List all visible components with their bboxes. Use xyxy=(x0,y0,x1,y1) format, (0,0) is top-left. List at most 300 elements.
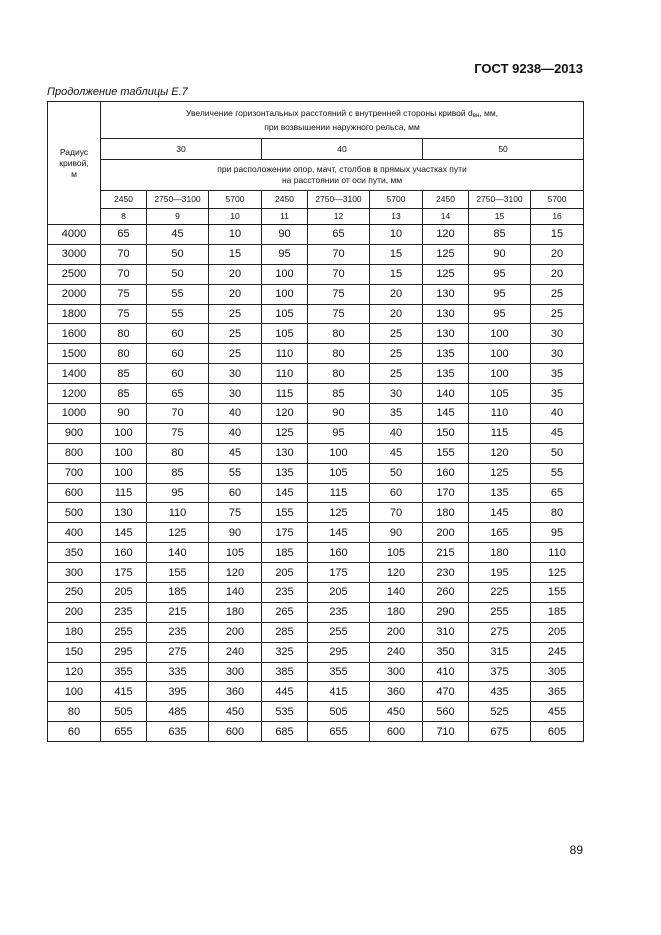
elevation-header: 30 xyxy=(101,139,262,160)
value-cell: 25 xyxy=(531,284,584,304)
radius-cell: 3000 xyxy=(48,244,101,264)
column-number: 10 xyxy=(209,209,262,225)
value-cell: 355 xyxy=(308,662,370,682)
value-cell: 70 xyxy=(308,264,370,284)
value-cell: 80 xyxy=(308,344,370,364)
value-cell: 155 xyxy=(147,563,209,583)
value-cell: 275 xyxy=(469,622,531,642)
value-cell: 360 xyxy=(209,682,262,702)
radius-cell: 120 xyxy=(48,662,101,682)
value-cell: 65 xyxy=(101,225,147,245)
value-cell: 110 xyxy=(469,404,531,424)
title-part1: Увеличение горизонтальных расстояний с внутренней стороны кривой d xyxy=(186,107,473,118)
value-cell: 120 xyxy=(209,563,262,583)
value-cell: 30 xyxy=(531,324,584,344)
value-cell: 70 xyxy=(308,244,370,264)
radius-cell: 500 xyxy=(48,503,101,523)
value-cell: 25 xyxy=(370,344,423,364)
value-cell: 115 xyxy=(308,483,370,503)
value-cell: 455 xyxy=(531,702,584,722)
value-cell: 205 xyxy=(262,563,308,583)
value-cell: 335 xyxy=(147,662,209,682)
value-cell: 125 xyxy=(423,264,469,284)
value-cell: 295 xyxy=(101,642,147,662)
value-cell: 155 xyxy=(531,583,584,603)
value-cell: 355 xyxy=(101,662,147,682)
value-cell: 70 xyxy=(101,264,147,284)
value-cell: 100 xyxy=(469,324,531,344)
column-number: 12 xyxy=(308,209,370,225)
span-header: 5700 xyxy=(209,191,262,209)
distance-header-line2: на расстоянии от оси пути, мм xyxy=(281,175,403,185)
value-cell: 325 xyxy=(262,642,308,662)
value-cell: 100 xyxy=(308,443,370,463)
value-cell: 175 xyxy=(101,563,147,583)
value-cell: 15 xyxy=(531,225,584,245)
value-cell: 145 xyxy=(101,523,147,543)
column-number: 11 xyxy=(262,209,308,225)
value-cell: 105 xyxy=(262,324,308,344)
value-cell: 160 xyxy=(423,463,469,483)
value-cell: 125 xyxy=(469,463,531,483)
value-cell: 80 xyxy=(147,443,209,463)
span-header: 2750—3100 xyxy=(147,191,209,209)
value-cell: 90 xyxy=(370,523,423,543)
value-cell: 710 xyxy=(423,722,469,742)
value-cell: 635 xyxy=(147,722,209,742)
table-row xyxy=(48,602,584,622)
value-cell: 95 xyxy=(469,284,531,304)
value-cell: 315 xyxy=(469,642,531,662)
value-cell: 55 xyxy=(147,304,209,324)
value-cell: 95 xyxy=(469,304,531,324)
value-cell: 85 xyxy=(308,384,370,404)
table-row xyxy=(48,304,584,324)
value-cell: 300 xyxy=(209,662,262,682)
value-cell: 105 xyxy=(370,543,423,563)
value-cell: 90 xyxy=(209,523,262,543)
value-cell: 205 xyxy=(101,583,147,603)
value-cell: 40 xyxy=(370,423,423,443)
radius-cell: 800 xyxy=(48,443,101,463)
value-cell: 95 xyxy=(531,523,584,543)
span-header: 2450 xyxy=(423,191,469,209)
value-cell: 85 xyxy=(101,384,147,404)
value-cell: 100 xyxy=(101,443,147,463)
value-cell: 15 xyxy=(209,244,262,264)
radius-header-line: Радиус xyxy=(59,146,89,157)
value-cell: 120 xyxy=(469,443,531,463)
value-cell: 205 xyxy=(308,583,370,603)
value-cell: 200 xyxy=(423,523,469,543)
value-cell: 105 xyxy=(308,463,370,483)
table-row xyxy=(48,384,584,404)
value-cell: 105 xyxy=(262,304,308,324)
value-cell: 60 xyxy=(147,364,209,384)
value-cell: 130 xyxy=(262,443,308,463)
value-cell: 35 xyxy=(531,384,584,404)
value-cell: 115 xyxy=(262,384,308,404)
value-cell: 80 xyxy=(308,324,370,344)
value-cell: 135 xyxy=(423,364,469,384)
radius-cell: 600 xyxy=(48,483,101,503)
table-row xyxy=(48,682,584,702)
value-cell: 110 xyxy=(531,543,584,563)
value-cell: 225 xyxy=(469,583,531,603)
value-cell: 140 xyxy=(370,583,423,603)
column-number: 13 xyxy=(370,209,423,225)
value-cell: 485 xyxy=(147,702,209,722)
value-cell: 115 xyxy=(469,423,531,443)
value-cell: 20 xyxy=(209,264,262,284)
increase-header-line2: при возвышении наружного рельса, мм xyxy=(264,121,420,132)
value-cell: 155 xyxy=(423,443,469,463)
value-cell: 60 xyxy=(147,324,209,344)
value-cell: 235 xyxy=(147,622,209,642)
value-cell: 75 xyxy=(308,304,370,324)
value-cell: 130 xyxy=(423,304,469,324)
value-cell: 240 xyxy=(209,642,262,662)
table-row xyxy=(48,344,584,364)
value-cell: 160 xyxy=(308,543,370,563)
value-cell: 145 xyxy=(423,404,469,424)
value-cell: 300 xyxy=(370,662,423,682)
value-cell: 175 xyxy=(262,523,308,543)
radius-cell: 60 xyxy=(48,722,101,742)
value-cell: 385 xyxy=(262,662,308,682)
value-cell: 180 xyxy=(209,602,262,622)
value-cell: 655 xyxy=(308,722,370,742)
value-cell: 375 xyxy=(469,662,531,682)
value-cell: 600 xyxy=(370,722,423,742)
table-row xyxy=(48,443,584,463)
table-row xyxy=(48,543,584,563)
value-cell: 255 xyxy=(308,622,370,642)
value-cell: 65 xyxy=(147,384,209,404)
value-cell: 145 xyxy=(308,523,370,543)
value-cell: 120 xyxy=(423,225,469,245)
value-cell: 45 xyxy=(209,443,262,463)
value-cell: 25 xyxy=(209,304,262,324)
radius-cell: 400 xyxy=(48,523,101,543)
standard-code: ГОСТ 9238—2013 xyxy=(474,61,583,76)
table-row xyxy=(48,622,584,642)
value-cell: 55 xyxy=(531,463,584,483)
value-cell: 45 xyxy=(147,225,209,245)
value-cell: 110 xyxy=(147,503,209,523)
span-header: 2450 xyxy=(262,191,308,209)
value-cell: 240 xyxy=(370,642,423,662)
value-cell: 25 xyxy=(370,364,423,384)
value-cell: 80 xyxy=(101,344,147,364)
value-cell: 105 xyxy=(209,543,262,563)
value-cell: 125 xyxy=(262,423,308,443)
value-cell: 295 xyxy=(308,642,370,662)
value-cell: 170 xyxy=(423,483,469,503)
value-cell: 265 xyxy=(262,602,308,622)
table-row xyxy=(48,642,584,662)
value-cell: 130 xyxy=(101,503,147,523)
value-cell: 95 xyxy=(147,483,209,503)
value-cell: 130 xyxy=(423,284,469,304)
radius-cell: 900 xyxy=(48,423,101,443)
value-cell: 30 xyxy=(209,364,262,384)
value-cell: 215 xyxy=(423,543,469,563)
value-cell: 365 xyxy=(531,682,584,702)
value-cell: 25 xyxy=(209,344,262,364)
value-cell: 100 xyxy=(101,463,147,483)
value-cell: 235 xyxy=(308,602,370,622)
radius-cell: 2000 xyxy=(48,284,101,304)
value-cell: 150 xyxy=(423,423,469,443)
value-cell: 140 xyxy=(209,583,262,603)
table-caption: Продолжение таблицы Е.7 xyxy=(47,86,188,98)
value-cell: 505 xyxy=(308,702,370,722)
value-cell: 215 xyxy=(147,602,209,622)
value-cell: 35 xyxy=(370,404,423,424)
value-cell: 450 xyxy=(370,702,423,722)
value-cell: 60 xyxy=(209,483,262,503)
value-cell: 180 xyxy=(370,602,423,622)
value-cell: 50 xyxy=(147,264,209,284)
value-cell: 305 xyxy=(531,662,584,682)
value-cell: 260 xyxy=(423,583,469,603)
value-cell: 175 xyxy=(308,563,370,583)
value-cell: 200 xyxy=(370,622,423,642)
value-cell: 255 xyxy=(101,622,147,642)
value-cell: 30 xyxy=(531,344,584,364)
value-cell: 200 xyxy=(209,622,262,642)
radius-cell: 250 xyxy=(48,583,101,603)
column-number: 15 xyxy=(469,209,531,225)
value-cell: 360 xyxy=(370,682,423,702)
radius-cell: 1600 xyxy=(48,324,101,344)
value-cell: 70 xyxy=(147,404,209,424)
table-row xyxy=(48,264,584,284)
value-cell: 445 xyxy=(262,682,308,702)
value-cell: 30 xyxy=(209,384,262,404)
table-row xyxy=(48,483,584,503)
value-cell: 180 xyxy=(469,543,531,563)
value-cell: 130 xyxy=(423,324,469,344)
value-cell: 60 xyxy=(370,483,423,503)
value-cell: 235 xyxy=(101,602,147,622)
value-cell: 80 xyxy=(531,503,584,523)
value-cell: 40 xyxy=(209,404,262,424)
value-cell: 45 xyxy=(531,423,584,443)
value-cell: 350 xyxy=(423,642,469,662)
value-cell: 75 xyxy=(308,284,370,304)
value-cell: 15 xyxy=(370,244,423,264)
value-cell: 75 xyxy=(101,284,147,304)
radius-cell: 1200 xyxy=(48,384,101,404)
value-cell: 100 xyxy=(469,364,531,384)
table-row xyxy=(48,225,584,245)
value-cell: 85 xyxy=(147,463,209,483)
value-cell: 155 xyxy=(262,503,308,523)
table-row xyxy=(48,722,584,742)
value-cell: 110 xyxy=(262,344,308,364)
value-cell: 125 xyxy=(531,563,584,583)
value-cell: 80 xyxy=(101,324,147,344)
value-cell: 35 xyxy=(531,364,584,384)
column-number: 9 xyxy=(147,209,209,225)
value-cell: 15 xyxy=(370,264,423,284)
value-cell: 135 xyxy=(423,344,469,364)
value-cell: 100 xyxy=(262,284,308,304)
value-cell: 535 xyxy=(262,702,308,722)
table-row xyxy=(48,662,584,682)
value-cell: 120 xyxy=(262,404,308,424)
value-cell: 185 xyxy=(531,602,584,622)
value-cell: 95 xyxy=(308,423,370,443)
value-cell: 50 xyxy=(370,463,423,483)
distance-header-line1: при расположении опор, мачт, столбов в прямых участках пути xyxy=(217,164,467,174)
value-cell: 135 xyxy=(469,483,531,503)
value-cell: 45 xyxy=(370,443,423,463)
value-cell: 290 xyxy=(423,602,469,622)
value-cell: 60 xyxy=(147,344,209,364)
value-cell: 55 xyxy=(147,284,209,304)
column-number: 14 xyxy=(423,209,469,225)
column-number: 16 xyxy=(531,209,584,225)
value-cell: 415 xyxy=(308,682,370,702)
value-cell: 25 xyxy=(370,324,423,344)
table-body xyxy=(48,225,584,742)
column-number: 8 xyxy=(101,209,147,225)
table-row xyxy=(48,583,584,603)
value-cell: 135 xyxy=(262,463,308,483)
value-cell: 100 xyxy=(262,264,308,284)
value-cell: 20 xyxy=(370,284,423,304)
value-cell: 505 xyxy=(101,702,147,722)
radius-cell: 1800 xyxy=(48,304,101,324)
table-row xyxy=(48,423,584,443)
value-cell: 20 xyxy=(370,304,423,324)
value-cell: 185 xyxy=(147,583,209,603)
value-cell: 20 xyxy=(209,284,262,304)
value-cell: 195 xyxy=(469,563,531,583)
radius-cell: 180 xyxy=(48,622,101,642)
distance-header-cell xyxy=(101,160,584,191)
value-cell: 120 xyxy=(370,563,423,583)
value-cell: 160 xyxy=(101,543,147,563)
value-cell: 185 xyxy=(262,543,308,563)
radius-cell: 4000 xyxy=(48,225,101,245)
value-cell: 395 xyxy=(147,682,209,702)
value-cell: 105 xyxy=(469,384,531,404)
span-header: 2750—3100 xyxy=(469,191,531,209)
table-row xyxy=(48,463,584,483)
value-cell: 80 xyxy=(308,364,370,384)
table-row xyxy=(48,563,584,583)
value-cell: 410 xyxy=(423,662,469,682)
span-header: 5700 xyxy=(531,191,584,209)
table-header xyxy=(48,102,584,225)
value-cell: 50 xyxy=(531,443,584,463)
value-cell: 100 xyxy=(469,344,531,364)
radius-header-line: кривой, xyxy=(59,157,89,168)
value-cell: 90 xyxy=(101,404,147,424)
elevation-header: 50 xyxy=(423,139,584,160)
radius-cell: 1500 xyxy=(48,344,101,364)
value-cell: 140 xyxy=(147,543,209,563)
increase-header-line1 xyxy=(101,108,583,122)
radius-cell: 100 xyxy=(48,682,101,702)
radius-cell: 700 xyxy=(48,463,101,483)
value-cell: 85 xyxy=(469,225,531,245)
radius-cell: 2500 xyxy=(48,264,101,284)
value-cell: 65 xyxy=(308,225,370,245)
value-cell: 20 xyxy=(531,244,584,264)
value-cell: 25 xyxy=(209,324,262,344)
value-cell: 205 xyxy=(531,622,584,642)
radius-cell: 1400 xyxy=(48,364,101,384)
value-cell: 125 xyxy=(308,503,370,523)
value-cell: 685 xyxy=(262,722,308,742)
value-cell: 30 xyxy=(370,384,423,404)
value-cell: 310 xyxy=(423,622,469,642)
value-cell: 235 xyxy=(262,583,308,603)
value-cell: 245 xyxy=(531,642,584,662)
value-cell: 125 xyxy=(147,523,209,543)
radius-cell: 1000 xyxy=(48,404,101,424)
value-cell: 470 xyxy=(423,682,469,702)
value-cell: 50 xyxy=(147,244,209,264)
value-cell: 230 xyxy=(423,563,469,583)
value-cell: 275 xyxy=(147,642,209,662)
span-header: 2750—3100 xyxy=(308,191,370,209)
title-subscript: вн xyxy=(472,112,480,119)
elevation-header: 40 xyxy=(262,139,423,160)
table-row xyxy=(48,244,584,264)
table-row xyxy=(48,324,584,344)
value-cell: 605 xyxy=(531,722,584,742)
table-row xyxy=(48,523,584,543)
value-cell: 125 xyxy=(423,244,469,264)
table-row xyxy=(48,503,584,523)
value-cell: 285 xyxy=(262,622,308,642)
value-cell: 145 xyxy=(469,503,531,523)
value-cell: 55 xyxy=(209,463,262,483)
value-cell: 75 xyxy=(147,423,209,443)
value-cell: 75 xyxy=(101,304,147,324)
radius-cell: 350 xyxy=(48,543,101,563)
radius-cell: 80 xyxy=(48,702,101,722)
value-cell: 10 xyxy=(370,225,423,245)
value-cell: 65 xyxy=(531,483,584,503)
radius-header-line: м xyxy=(71,168,77,179)
value-cell: 90 xyxy=(469,244,531,264)
value-cell: 560 xyxy=(423,702,469,722)
radius-cell: 300 xyxy=(48,563,101,583)
value-cell: 435 xyxy=(469,682,531,702)
value-cell: 40 xyxy=(209,423,262,443)
value-cell: 140 xyxy=(423,384,469,404)
value-cell: 10 xyxy=(209,225,262,245)
table-row xyxy=(48,364,584,384)
value-cell: 85 xyxy=(101,364,147,384)
value-cell: 95 xyxy=(469,264,531,284)
value-cell: 450 xyxy=(209,702,262,722)
value-cell: 75 xyxy=(209,503,262,523)
value-cell: 115 xyxy=(101,483,147,503)
radius-cell: 150 xyxy=(48,642,101,662)
value-cell: 165 xyxy=(469,523,531,543)
table-row xyxy=(48,284,584,304)
value-cell: 675 xyxy=(469,722,531,742)
value-cell: 600 xyxy=(209,722,262,742)
